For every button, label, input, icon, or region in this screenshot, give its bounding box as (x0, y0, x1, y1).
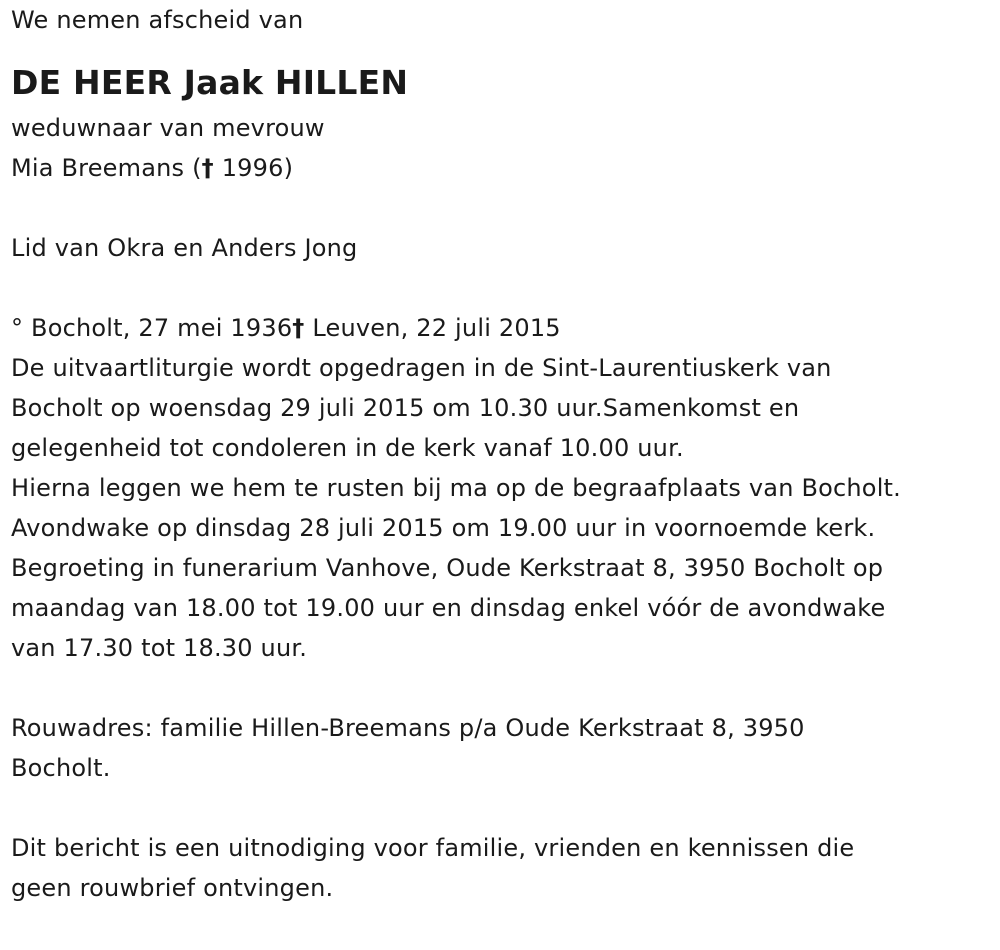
birth-mark: ° (11, 314, 24, 342)
deceased-name: DE HEER Jaak HILLEN (11, 63, 409, 102)
body-line: Avondwake op dinsdag 28 juli 2015 om 19.00 uur in voornoemde kerk. (11, 514, 876, 542)
cross-icon: † (201, 154, 214, 182)
body-line: van 17.30 tot 18.30 uur. (11, 634, 308, 662)
spacer (11, 788, 996, 828)
invitation-line: geen rouwbrief ontvingen. (11, 874, 334, 902)
body-line: gelegenheid tot condoleren in de kerk vanaf 10.00 uur. (11, 434, 684, 462)
birth-death-line (11, 308, 996, 348)
birth-info: Bocholt, 27 mei 1936 (23, 314, 293, 342)
spouse-name: Mia Breemans ( (11, 154, 202, 182)
spacer (11, 668, 996, 708)
body-line: Hierna leggen we hem te rusten bij ma op de begraafplaats van Bocholt. (11, 474, 901, 502)
body-line: De uitvaartliturgie wordt opgedragen in de Sint-Laurentiuskerk van (11, 354, 832, 382)
obituary-notice (11, 0, 996, 908)
intro-text: We nemen afscheid van (11, 6, 304, 34)
address-line: Bocholt. (11, 754, 111, 782)
cross-icon: † (292, 314, 305, 342)
spouse-death-year: 1996) (221, 154, 294, 182)
body-line: maandag van 18.00 tot 19.00 uur en dinsdag enkel vóór de avondwake (11, 594, 886, 622)
body-line: Begroeting in funerarium Vanhove, Oude Kerkstraat 8, 3950 Bocholt op (11, 554, 884, 582)
address-line: Rouwadres: familie Hillen-Breemans p/a Oude Kerkstraat 8, 3950 (11, 714, 805, 742)
membership-text: Lid van Okra en Anders Jong (11, 234, 358, 262)
spacer (11, 188, 996, 228)
body-line: Bocholt op woensdag 29 juli 2015 om 10.30 uur.Samenkomst en (11, 394, 800, 422)
spouse-line-1: weduwnaar van mevrouw (11, 114, 325, 142)
spacer (11, 268, 996, 308)
invitation-line: Dit bericht is een uitnodiging voor familie, vrienden en kennissen die (11, 834, 855, 862)
death-info: Leuven, 22 juli 2015 (304, 314, 561, 342)
spouse-line-2 (11, 148, 996, 188)
